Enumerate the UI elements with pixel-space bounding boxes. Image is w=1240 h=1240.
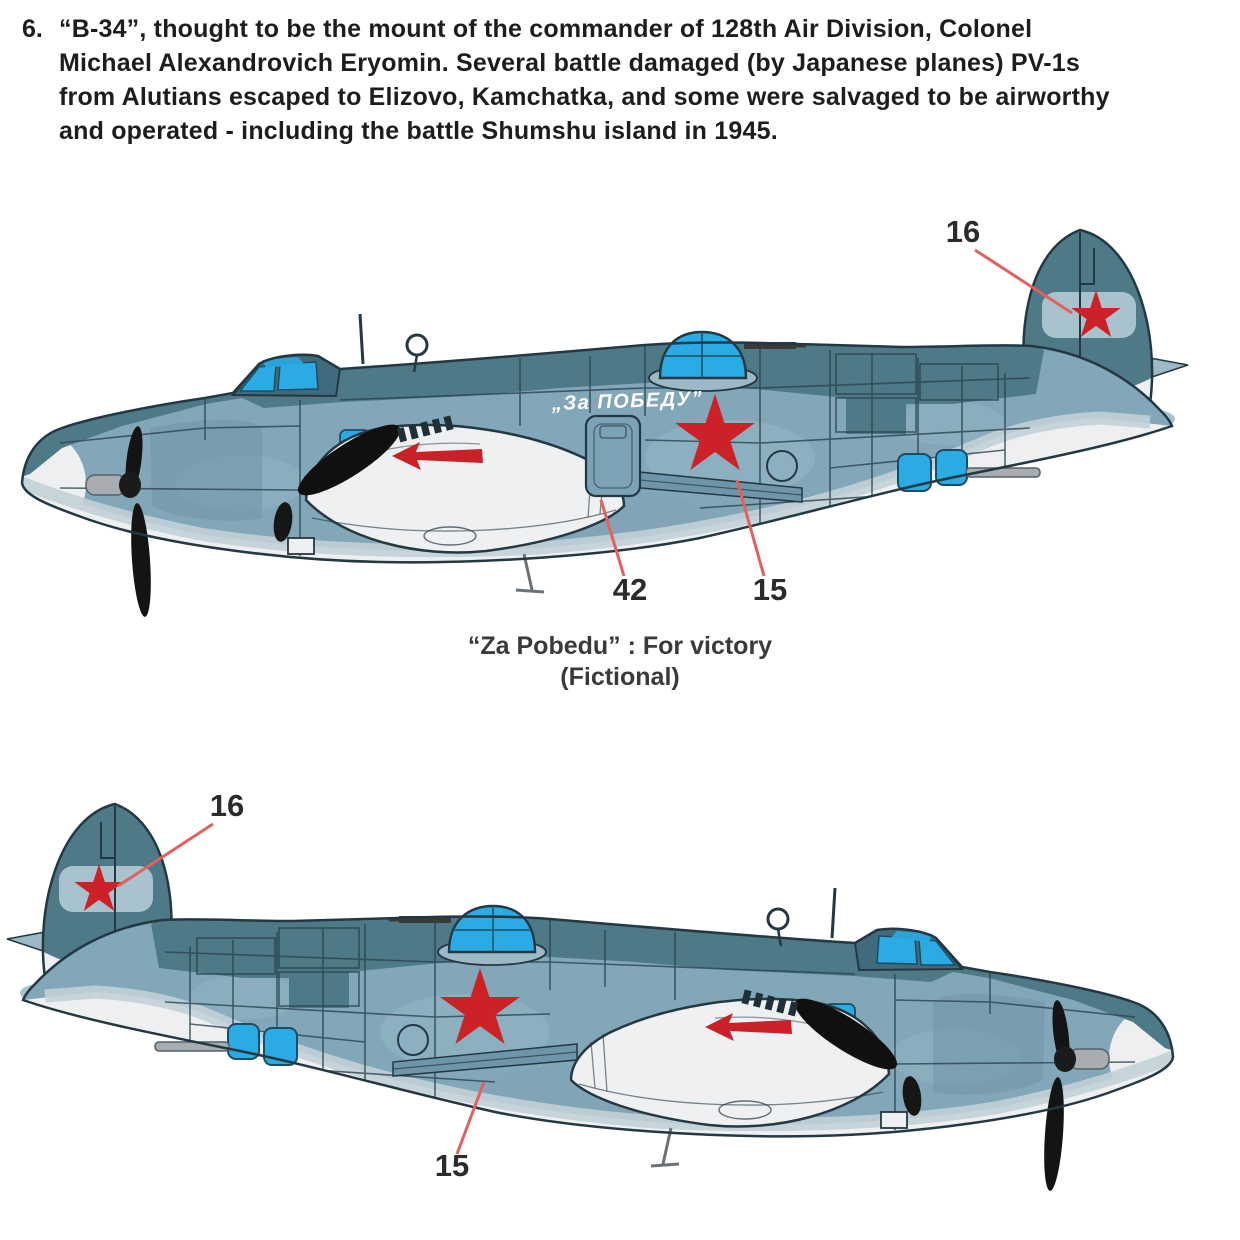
callout-15: 15 bbox=[434, 1148, 470, 1183]
description-line-2: Michael Alexandrovich Eryomin. Several battle damaged (by Japanese planes) PV-1s bbox=[59, 49, 1081, 77]
callout-16: 16 bbox=[945, 214, 981, 249]
description-line-1: “B-34”, thought to be the mount of the commander of 128th Air Division, Colonel bbox=[59, 15, 1033, 43]
callout-15: 15 bbox=[752, 572, 788, 607]
callout-16: 16 bbox=[209, 788, 245, 823]
description-line-3: from Alutians escaped to Elizovo, Kamchatka, and some were salvaged to be airworthy bbox=[59, 83, 1110, 111]
top-profile-illustration bbox=[0, 188, 1240, 648]
description-line-4: and operated - including the battle Shumshu island in 1945. bbox=[59, 117, 778, 145]
bottom-profile-illustration bbox=[0, 762, 1240, 1222]
fuselage-slogan: „За ПОБЕДУ” bbox=[551, 387, 704, 415]
item-number: 6. bbox=[22, 15, 43, 43]
description-paragraph bbox=[22, 12, 1110, 148]
callout-42: 42 bbox=[612, 572, 648, 607]
figure-caption bbox=[400, 631, 840, 693]
caption-line-1: “Za Pobedu” : For victory bbox=[467, 632, 773, 660]
caption-line-2: (Fictional) bbox=[560, 663, 680, 691]
